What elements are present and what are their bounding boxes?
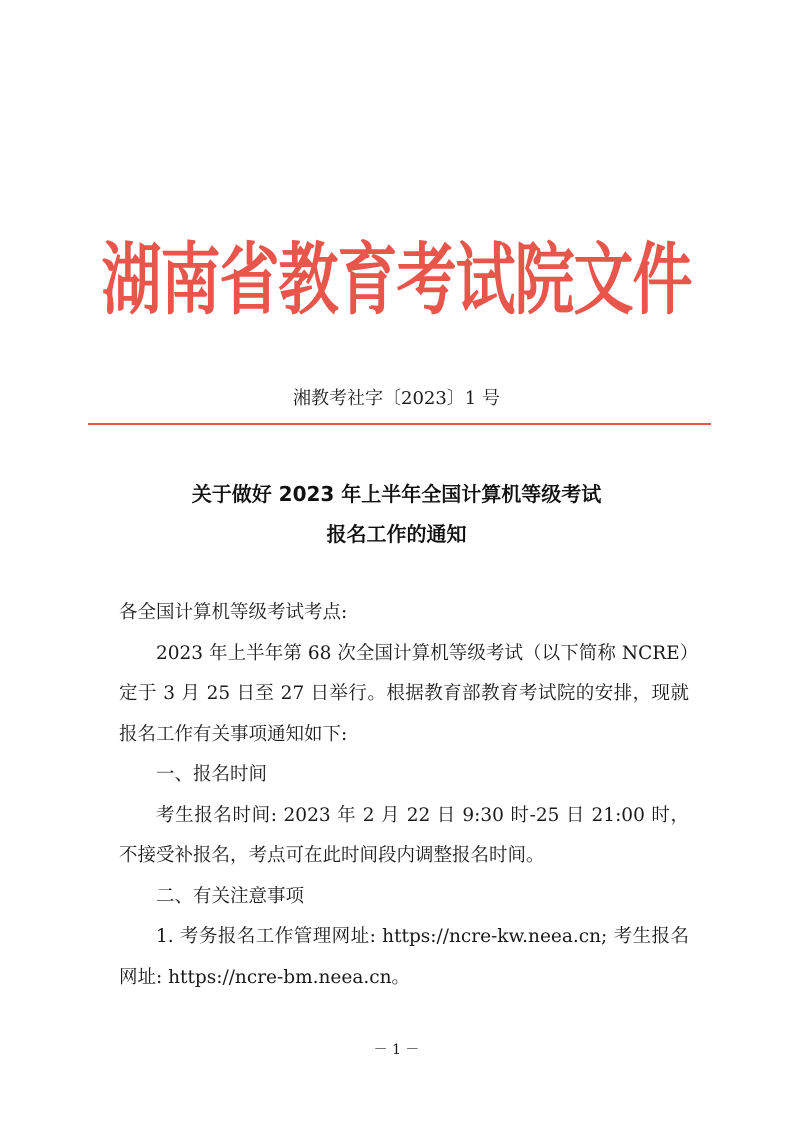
red-divider-rule [88,423,711,425]
section-1-paragraph: 考生报名时间: 2023 年 2 月 22 日 9:30 时-25 日 21:00 时，不接受补报名，考点可在此时间段内调整报名时间。 [119,804,689,866]
document-number: 湘教考社字〔2023〕1 号 [293,388,500,409]
notice-title-line-2: 报名工作的通知 [326,522,467,546]
page-number: － 1 － [373,1042,420,1058]
notice-title [0,474,793,554]
issuer-heading: 湖南省教育考试院文件 [101,235,692,326]
section-2-item-1: 1. 考务报名工作管理网址: https://ncre-kw.neea.cn; 考生报名网址: https://ncre-bm.neea.cn。 [119,926,689,988]
notice-body [119,593,689,998]
intro-paragraph: 2023 年上半年第 68 次全国计算机等级考试（以下简称 NCRE）定于 3 月 25 日至 27 日举行。根据教育部教育考试院的安排，现就报名工作有关事项通知如下: [119,642,689,745]
notice-title-line-1: 关于做好 2023 年上半年全国计算机等级考试 [191,482,602,506]
salutation: 各全国计算机等级考试考点: [119,602,348,623]
section-2-heading: 二、有关注意事项 [156,885,305,907]
section-1-heading: 一、报名时间 [156,764,268,785]
